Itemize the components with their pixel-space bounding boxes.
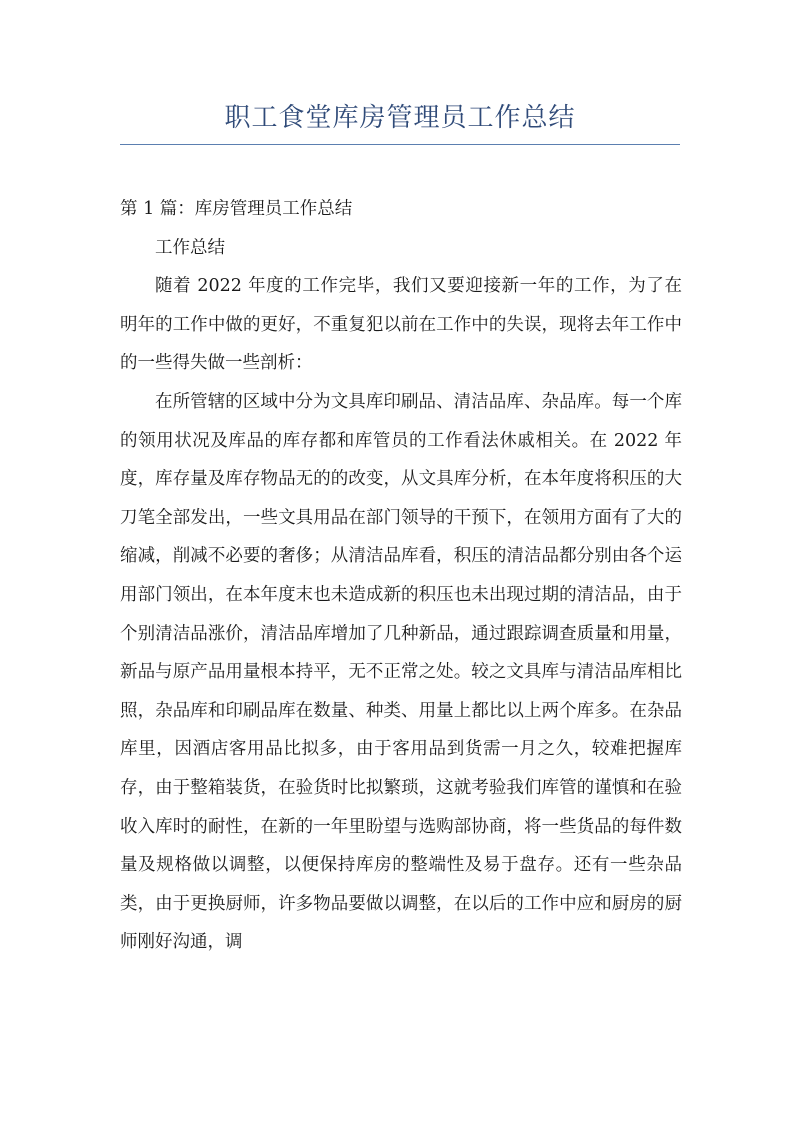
title-underline <box>120 144 680 145</box>
paragraph-subtitle: 工作总结 <box>155 237 225 258</box>
section-heading: 第 1 篇：库房管理员工作总结 <box>120 199 353 219</box>
document-body <box>120 190 682 962</box>
paragraph-analysis: 在所管辖的区域中分为文具库印刷品、清洁品库、杂品库。每一个库的领用状况及库品的库存都和库管员的工作看法休戚相关。在 2022 年度，库存量及库存物品无的的改变，从文具库分析，在本年度将积压的大刀笔全部发出，一些文具用品在部门领导的干预下，在领用方面有了大的缩减，削减不必要的奢侈；从清洁品库看，积压的清洁品都分别由各个运用部门领出，在本年度末也未造成新的积压也未出现过期的清洁品，由于个别清洁品涨价，清洁品库增加了几种新品，通过跟踪调查质量和用量，新品与原产品用量根本持平，无不正常之处。较之文具库与清洁品库相比照，杂品库和印刷品库在数量、种类、用量上都比以上两个库多。在杂品库里，因酒店客用品比拟多，由于客用品到货需一月之久，较难把握库存，由于整箱装货，在验货时比拟繁琐，这就考验我们库管的谨慎和在验收入库时的耐性，在新的一年里盼望与选购部协商，将一些货品的每件数量及规格做以调整，以便保持库房的整端性及易于盘存。还有一些杂品类，由于更换厨师，许多物品要做以调整，在以后的工作中应和厨房的厨师刚好沟通，调 <box>120 391 682 953</box>
paragraph-intro: 随着 2022 年度的工作完毕，我们又要迎接新一年的工作，为了在明年的工作中做的更好，不重复犯以前在工作中的失误，现将去年工作中的一些得失做一些剖析： <box>120 276 682 374</box>
document-title: 职工食堂库房管理员工作总结 <box>224 103 576 133</box>
